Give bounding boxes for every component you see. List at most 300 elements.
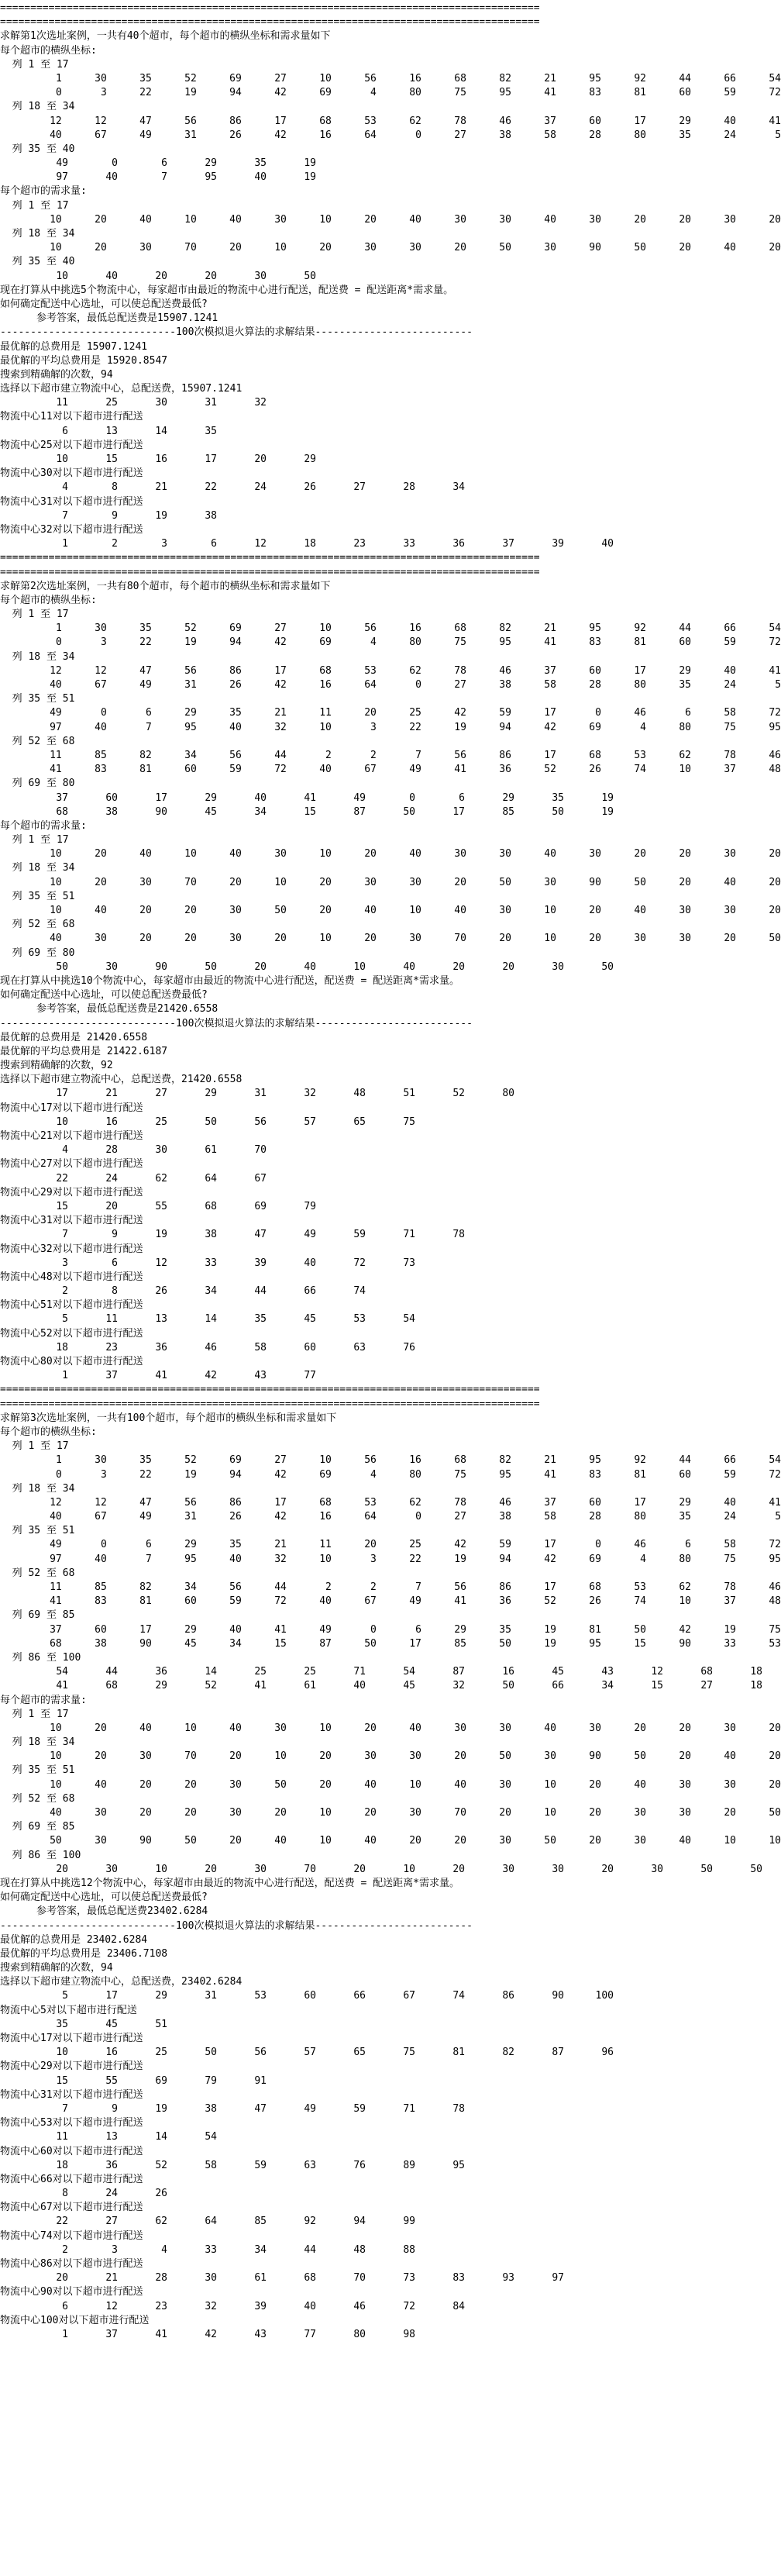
- console-text-line: 最优解的平均总费用是 23406.7108: [0, 1947, 168, 1960]
- console-text-line: 列 1 至 17: [0, 1440, 69, 1453]
- console-cell: 56: [184, 664, 197, 677]
- console-text-line: 物流中心17对以下超市进行配送: [0, 2033, 143, 2044]
- console-cell: 54: [403, 1666, 415, 1678]
- console-cell: 53: [254, 1990, 267, 2002]
- console-cell: 20: [679, 848, 691, 860]
- console-cell: 41: [544, 87, 556, 99]
- console-number-row: [0, 396, 781, 410]
- console-cell: 30: [724, 1722, 736, 1734]
- console-cell: 42: [274, 87, 287, 99]
- console-cell: 86: [502, 1990, 514, 2002]
- console-text-line: 每个超市的需求量:: [0, 819, 87, 832]
- console-cell: 81: [634, 1468, 646, 1481]
- console-cell: 8: [112, 1285, 118, 1298]
- console-cell: 20: [589, 1835, 601, 1847]
- console-cell: 40: [544, 213, 556, 226]
- console-cell: 32: [304, 1088, 316, 1100]
- row-indent: [0, 1496, 17, 1510]
- console-cell: 94: [499, 721, 511, 733]
- row-indent: [0, 1722, 17, 1736]
- console-cell: 50: [499, 1637, 511, 1650]
- console-cell: 41: [50, 764, 62, 776]
- console-cell: 10: [679, 764, 691, 776]
- console-cell: 7: [62, 1229, 68, 1241]
- console-cell: 10: [679, 1595, 691, 1608]
- console-cell: 42: [274, 1468, 287, 1481]
- console-cell: 61: [205, 1144, 217, 1157]
- console-cell: 19: [184, 636, 197, 649]
- console-cell: 45: [184, 1637, 197, 1650]
- console-text-line: 物流中心31对以下超市进行配送: [0, 1215, 143, 1227]
- console-cell: 25: [409, 1539, 421, 1551]
- console-text-line: 列 1 至 17: [0, 199, 69, 212]
- row-indent: [0, 1679, 19, 1693]
- row-indent: [0, 2074, 19, 2088]
- console-cell: 28: [589, 129, 601, 141]
- console-number-row: [0, 1454, 781, 1467]
- console-cell: 31: [205, 397, 217, 409]
- console-number-row: [0, 1510, 781, 1524]
- console-cell: 10: [56, 270, 68, 282]
- console-text-line: 物流中心67对以下超市进行配送: [0, 2202, 143, 2214]
- console-cell: 49: [56, 157, 68, 170]
- console-cell: 40: [364, 905, 377, 916]
- console-cell: 9: [112, 1229, 118, 1241]
- console-cell: 67: [95, 129, 107, 141]
- console-cell: 27: [454, 1511, 466, 1523]
- console-cell: 0: [112, 157, 118, 170]
- console-cell: 86: [499, 1581, 511, 1593]
- console-cell: 71: [353, 1666, 366, 1678]
- console-cell: 30: [499, 1835, 511, 1847]
- console-cell: 10: [50, 1778, 62, 1791]
- console-cell: 40: [274, 1835, 287, 1847]
- console-text-line: 最优解的平均总费用是 15920.8547: [0, 354, 168, 367]
- console-cell: 53: [364, 1496, 377, 1509]
- console-cell: 16: [502, 1666, 514, 1678]
- console-cell: 22: [139, 87, 152, 99]
- console-cell: 56: [254, 2047, 267, 2059]
- console-cell: 40: [353, 1680, 366, 1692]
- console-cell: 7: [145, 721, 152, 733]
- console-cell: 30: [139, 1750, 152, 1763]
- console-cell: 37: [502, 538, 514, 550]
- console-cell: 21: [544, 622, 556, 635]
- console-text-line: 列 69 至 85: [0, 1609, 75, 1622]
- console-cell: 49: [409, 1595, 421, 1608]
- console-cell: 70: [184, 1750, 197, 1763]
- console-cell: 20: [769, 213, 781, 226]
- console-cell: 51: [403, 1088, 415, 1100]
- console-cell: 3: [100, 636, 107, 649]
- console-cell: 72: [353, 1257, 366, 1269]
- console-cell: 6: [211, 538, 217, 550]
- console-cell: 29: [155, 1990, 167, 2002]
- console-cell: 35: [229, 707, 242, 719]
- console-cell: 10: [274, 876, 287, 888]
- console-text-line: 列 35 至 51: [0, 1525, 75, 1537]
- console-cell: 34: [254, 805, 267, 818]
- console-cell: 3: [62, 1257, 68, 1269]
- console-cell: 27: [700, 1680, 713, 1692]
- console-cell: 1: [62, 2328, 68, 2340]
- console-text-line: 搜索到精确解的次数，94: [0, 1962, 113, 1974]
- console-cell: 56: [254, 1116, 267, 1128]
- console-cell: 40: [601, 538, 614, 550]
- console-cell: 90: [679, 1637, 691, 1650]
- row-indent: [0, 72, 17, 86]
- console-cell: 35: [679, 1511, 691, 1523]
- row-indent: [0, 706, 17, 720]
- console-cell: 69: [589, 1553, 601, 1565]
- console-cell: 10: [353, 960, 366, 973]
- console-cell: 60: [184, 764, 197, 776]
- console-cell: 1: [62, 1370, 68, 1382]
- console-cell: 30: [454, 1722, 466, 1734]
- console-cell: 95: [499, 87, 511, 99]
- console-cell: 70: [454, 933, 466, 945]
- console-cell: 15: [105, 453, 118, 465]
- row-indent: [0, 481, 19, 495]
- console-cell: 40: [409, 213, 421, 226]
- console-cell: 27: [353, 481, 366, 494]
- console-cell: 22: [409, 1553, 421, 1565]
- console-cell: 30: [155, 1144, 167, 1157]
- console-cell: 67: [254, 1172, 267, 1185]
- console-cell: 20: [589, 1807, 601, 1819]
- console-cell: 18: [56, 2159, 68, 2171]
- console-cell: 94: [229, 87, 242, 99]
- console-cell: 0: [595, 1539, 601, 1551]
- console-cell: 80: [634, 679, 646, 691]
- console-cell: 34: [254, 2243, 267, 2256]
- console-cell: 41: [769, 664, 781, 677]
- console-cell: 93: [502, 2272, 514, 2285]
- console-cell: 52: [205, 1680, 217, 1692]
- console-cell: 35: [552, 791, 564, 804]
- console-cell: 6: [161, 157, 167, 170]
- console-cell: 29: [184, 1623, 197, 1636]
- console-cell: 49: [139, 1511, 152, 1523]
- console-cell: 25: [155, 2047, 167, 2059]
- console-cell: 19: [155, 509, 167, 522]
- console-number-row: [0, 1496, 781, 1510]
- console-cell: 72: [769, 636, 781, 649]
- console-cell: 37: [544, 115, 556, 127]
- console-cell: 40: [139, 213, 152, 226]
- console-text-line: 物流中心30对以下超市进行配送: [0, 467, 143, 480]
- console-cell: 40: [724, 1496, 736, 1509]
- console-cell: 59: [724, 1468, 736, 1481]
- console-text-line: 求解第3次选址案例，一共有100个超市，每个超市的横纵坐标和需求量如下: [0, 1412, 337, 1424]
- console-cell: 37: [50, 1623, 62, 1636]
- row-indent: [0, 636, 17, 650]
- console-number-row: [0, 537, 781, 551]
- console-text-line: 搜索到精确解的次数，92: [0, 1060, 113, 1072]
- console-number-row: [0, 72, 781, 86]
- console-cell: 69: [319, 1468, 332, 1481]
- console-cell: 30: [651, 1863, 663, 1875]
- console-cell: 40: [724, 876, 736, 888]
- console-number-row: [0, 213, 781, 227]
- console-text-line: -----------------------------100次模拟退火算法的求解结果--------------------------: [0, 326, 473, 339]
- console-cell: 3: [370, 1553, 377, 1565]
- row-indent: [0, 791, 19, 805]
- console-cell: 86: [229, 1496, 242, 1509]
- console-cell: 49: [139, 129, 152, 141]
- console-cell: 35: [254, 157, 267, 170]
- console-cell: 40: [634, 1778, 646, 1791]
- console-cell: 20: [139, 1778, 152, 1791]
- console-cell: 30: [679, 933, 691, 945]
- console-cell: 85: [454, 1637, 466, 1650]
- console-cell: 96: [601, 2047, 614, 2059]
- console-cell: 40: [105, 270, 118, 282]
- console-cell: 50: [601, 960, 614, 973]
- console-cell: 81: [634, 636, 646, 649]
- console-text-line: 如何确定配送中心选址，可以使总配送费最低?: [0, 1891, 208, 1904]
- console-cell: 4: [62, 481, 68, 494]
- console-cell: 60: [304, 1990, 316, 2002]
- console-cell: 45: [205, 805, 217, 818]
- console-cell: 40: [105, 171, 118, 184]
- console-cell: 34: [601, 1680, 614, 1692]
- console-cell: 47: [254, 1229, 267, 1241]
- console-cell: 12: [95, 115, 107, 127]
- console-cell: 20: [229, 242, 242, 254]
- console-cell: 35: [229, 1539, 242, 1551]
- console-cell: 35: [139, 1454, 152, 1467]
- console-cell: 32: [452, 1680, 465, 1692]
- console-cell: 6: [685, 1539, 691, 1551]
- console-cell: 42: [205, 1370, 217, 1382]
- console-cell: 20: [364, 707, 377, 719]
- console-cell: 54: [769, 1454, 781, 1467]
- console-cell: 20: [499, 1807, 511, 1819]
- console-cell: 40: [679, 1835, 691, 1847]
- row-indent: [0, 2215, 19, 2229]
- console-cell: 20: [409, 1835, 421, 1847]
- console-cell: 27: [155, 1088, 167, 1100]
- console-cell: 29: [679, 664, 691, 677]
- console-number-row: [0, 960, 781, 974]
- console-cell: 40: [544, 848, 556, 860]
- console-number-row: [0, 86, 781, 100]
- console-number-row: [0, 1538, 781, 1552]
- console-cell: 48: [769, 764, 781, 776]
- console-cell: 52: [544, 764, 556, 776]
- console-cell: 10: [50, 1750, 62, 1763]
- console-text-line: 列 35 至 51: [0, 693, 75, 705]
- console-cell: 10: [50, 848, 62, 860]
- console-cell: 22: [205, 481, 217, 494]
- console-cell: 12: [50, 115, 62, 127]
- console-cell: 25: [254, 1666, 267, 1678]
- console-cell: 40: [364, 1835, 377, 1847]
- console-cell: 20: [364, 1539, 377, 1551]
- console-number-row: [0, 791, 781, 805]
- console-cell: 17: [544, 749, 556, 761]
- console-cell: 30: [454, 213, 466, 226]
- console-cell: 16: [319, 1511, 332, 1523]
- console-text-line: 列 1 至 17: [0, 609, 69, 621]
- console-cell: 50: [205, 960, 217, 973]
- console-cell: 30: [254, 270, 267, 282]
- console-text-line: 列 18 至 34: [0, 1736, 75, 1749]
- console-cell: 40: [254, 171, 267, 184]
- console-cell: 42: [544, 1553, 556, 1565]
- console-cell: 95: [452, 2159, 465, 2171]
- console-cell: 16: [409, 622, 421, 635]
- row-indent: [0, 425, 19, 439]
- console-cell: 79: [304, 1200, 316, 1212]
- console-cell: 11: [319, 1539, 332, 1551]
- console-cell: 46: [499, 1496, 511, 1509]
- console-cell: 12: [651, 1666, 663, 1678]
- console-cell: 37: [724, 1595, 736, 1608]
- console-cell: 68: [454, 622, 466, 635]
- console-cell: 58: [254, 1341, 267, 1354]
- console-cell: 49: [50, 1539, 62, 1551]
- console-cell: 50: [499, 242, 511, 254]
- console-cell: 10: [50, 905, 62, 916]
- row-indent: [0, 171, 19, 184]
- console-cell: 60: [184, 1595, 197, 1608]
- console-cell: 2: [62, 1285, 68, 1298]
- row-indent: [0, 1172, 19, 1186]
- console-cell: 40: [409, 1722, 421, 1734]
- console-cell: 0: [55, 1468, 62, 1481]
- console-text-line: 选择以下超市建立物流中心，总配送费，15907.1241: [0, 383, 243, 395]
- console-cell: 40: [229, 1722, 242, 1734]
- console-text-line: 列 1 至 17: [0, 834, 69, 847]
- console-cell: 86: [229, 664, 242, 677]
- console-text-line: 列 18 至 34: [0, 862, 75, 874]
- console-cell: 62: [409, 1496, 421, 1509]
- console-cell: 60: [679, 636, 691, 649]
- console-cell: 46: [499, 664, 511, 677]
- console-cell: 31: [205, 1990, 217, 2002]
- console-cell: 28: [589, 1511, 601, 1523]
- row-indent: [0, 1200, 19, 1214]
- console-cell: 30: [409, 242, 421, 254]
- console-cell: 38: [499, 679, 511, 691]
- row-indent: [0, 721, 17, 735]
- console-cell: 95: [769, 1553, 781, 1565]
- console-number-row: [0, 1834, 781, 1848]
- console-cell: 44: [254, 1285, 267, 1298]
- console-cell: 81: [452, 2047, 465, 2059]
- console-cell: 21: [155, 481, 167, 494]
- row-indent: [0, 2187, 19, 2201]
- console-number-row: [0, 706, 781, 720]
- console-text-line: 列 69 至 85: [0, 1821, 75, 1833]
- console-cell: 37: [105, 1370, 118, 1382]
- console-cell: 30: [274, 848, 287, 860]
- console-cell: 30: [589, 213, 601, 226]
- console-cell: 20: [589, 933, 601, 945]
- console-number-row: [0, 1468, 781, 1482]
- console-text-line: 选择以下超市建立物流中心，总配送费，21420.6558: [0, 1074, 243, 1086]
- console-cell: 72: [274, 1595, 287, 1608]
- console-cell: 10: [319, 1454, 332, 1467]
- console-cell: 24: [105, 1172, 118, 1185]
- console-cell: 66: [552, 1680, 564, 1692]
- console-cell: 67: [95, 1511, 107, 1523]
- console-cell: 5: [775, 679, 781, 691]
- console-cell: 17: [205, 453, 217, 465]
- console-cell: 54: [769, 72, 781, 84]
- console-cell: 29: [205, 791, 217, 804]
- console-cell: 4: [640, 1553, 646, 1565]
- console-cell: 41: [56, 1680, 68, 1692]
- console-cell: 80: [409, 87, 421, 99]
- console-cell: 39: [254, 2300, 267, 2312]
- console-text-line: 每个超市的需求量:: [0, 1694, 87, 1706]
- console-cell: 67: [403, 1990, 415, 2002]
- console-cell: 20: [205, 1863, 217, 1875]
- console-cell: 1: [55, 622, 62, 635]
- console-cell: 78: [724, 749, 736, 761]
- console-cell: 29: [155, 1680, 167, 1692]
- console-number-row: [0, 904, 781, 918]
- console-cell: 52: [452, 1088, 465, 1100]
- console-cell: 49: [353, 791, 366, 804]
- console-cell: 49: [409, 764, 421, 776]
- row-indent: [0, 1510, 17, 1524]
- console-cell: 38: [95, 1637, 107, 1650]
- row-indent: [0, 805, 19, 819]
- console-cell: 80: [634, 129, 646, 141]
- console-text-line: 列 35 至 51: [0, 1764, 75, 1777]
- console-text-line: 物流中心27对以下超市进行配送: [0, 1158, 143, 1171]
- console-cell: 12: [50, 664, 62, 677]
- console-cell: 68: [50, 1637, 62, 1650]
- console-cell: 59: [724, 636, 736, 649]
- console-cell: 30: [409, 933, 421, 945]
- console-cell: 35: [139, 72, 152, 84]
- console-cell: 58: [205, 2159, 217, 2171]
- console-text-line: 列 69 至 80: [0, 778, 75, 790]
- console-cell: 30: [544, 1750, 556, 1763]
- console-cell: 27: [454, 129, 466, 141]
- console-cell: 19: [724, 1623, 736, 1636]
- console-cell: 80: [353, 2328, 366, 2340]
- console-number-row: [0, 1200, 781, 1214]
- console-cell: 20: [454, 1835, 466, 1847]
- console-cell: 6: [145, 707, 152, 719]
- console-cell: 37: [544, 1496, 556, 1509]
- console-number-row: [0, 636, 781, 650]
- console-cell: 30: [95, 1835, 107, 1847]
- console-cell: 30: [205, 2272, 217, 2285]
- console-cell: 62: [409, 664, 421, 677]
- console-text-line: 物流中心32对以下超市进行配送: [0, 1243, 143, 1255]
- console-cell: 21: [544, 72, 556, 84]
- row-indent: [0, 1665, 19, 1679]
- console-cell: 20: [319, 876, 332, 888]
- console-cell: 41: [155, 1370, 167, 1382]
- console-cell: 19: [601, 805, 614, 818]
- console-cell: 20: [601, 1863, 614, 1875]
- console-cell: 34: [184, 1581, 197, 1593]
- console-cell: 76: [353, 2159, 366, 2171]
- console-cell: 78: [724, 1581, 736, 1593]
- console-text-line: 每个超市的横纵坐标:: [0, 594, 97, 606]
- console-cell: 99: [403, 2216, 415, 2228]
- console-cell: 69: [229, 622, 242, 635]
- console-cell: 62: [409, 115, 421, 127]
